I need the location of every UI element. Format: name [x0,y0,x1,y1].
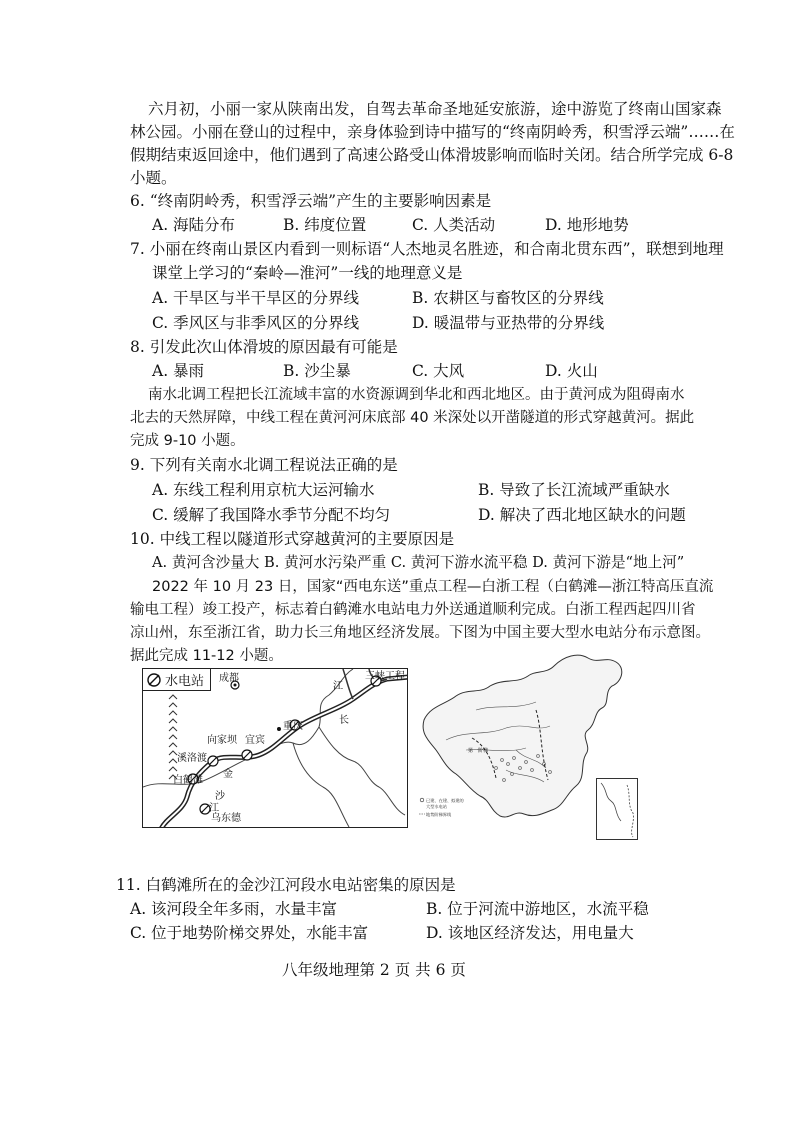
passage-line: 据此完成 11-12 小题。 [130,648,283,664]
label-chengdu: 成都 [219,673,239,684]
question-9-stem: 9. 下列有关南水北调工程说法正确的是 [130,456,398,474]
q6-option-c: C. 人类活动 [412,216,496,234]
q11-option-a: A. 该河段全年多雨，水量丰富 [130,900,338,918]
map-legend [143,669,211,691]
label-chongqing: 重庆 [283,721,303,732]
question-7-stem-cont: 课堂上学习的“秦岭—淮河”一线的地理意义是 [152,264,463,282]
q9-option-c: C. 缓解了我国降水季节分配不均匀 [152,506,391,524]
q6-option-d: D. 地形地势 [545,216,629,234]
legend-text-3: 地势阶梯界线 [426,812,452,817]
passage-line: 凉山州，东至浙江省，助力长三角地区经济发展。下图为中国主要大型水电站分布示意图。 [130,625,710,641]
passage-line: 六月初，小丽一家从陕南出发，自驾去革命圣地延安旅游，途中游览了终南山国家森 [148,100,722,118]
label-jiang: 江 [333,681,343,692]
south-china-sea-inset [596,778,638,840]
label-yibin: 宜宾 [245,735,265,746]
legend-label: 水电站 [165,674,205,689]
label-chang: 长 [339,715,349,726]
q7-option-c: C. 季风区与非季风区的分界线 [152,314,360,332]
passage-line: 完成 9-10 小题。 [130,433,245,449]
label-sha: 沙 [215,791,225,802]
q8-option-b: B. 沙尘暴 [283,362,351,380]
label-jin: 金 [223,769,233,780]
question-11-stem: 11. 白鹤滩所在的金沙江河段水电站密集的原因是 [116,876,456,894]
q11-option-c: C. 位于地势阶梯交界处，水能丰富 [130,924,369,942]
passage-line: 2022 年 10 月 23 日，国家“西电东送”重点工程—白浙工程（白鹤滩—浙江特高压直流 [152,579,714,595]
q10-options: A. 黄河含沙量大 B. 黄河水污染严重 C. 黄河下游水流平稳 D. 黄河下游是“地上河” [152,554,685,571]
label-first-step: 第一阶梯 [468,748,489,754]
passage-line: 小题。 [130,169,177,187]
label-sanxia: 三峡工程 [365,671,405,682]
q9-option-d: D. 解决了西北地区缺水的问题 [478,506,686,524]
passage-line: 北去的天然屏障，中线工程在黄河河床底部 40 米深处以开凿隧道的形式穿越黄河。据此 [130,410,695,426]
q11-option-d: D. 该地区经济发达，用电量大 [426,924,634,942]
label-baihetan: 白鹤滩 [173,775,203,786]
q9-option-a: A. 东线工程利用京杭大运河输水 [152,481,375,499]
label-xiluodu: 溪洛渡 [177,753,207,764]
question-7-stem: 7. 小丽在终南山景区内看到一则标语“人杰地灵名胜迹，和合南北贯东西”，联想到地理 [130,240,724,258]
q7-option-a: A. 干旱区与半干旱区的分界线 [152,289,360,307]
passage-line: 假期结束返回途中，他们遇到了高速公路受山体滑坡影响而临时关闭。结合所学完成 6-8 [130,146,734,164]
inset-drawing [597,779,639,841]
passage-line: 南水北调工程把长江流域丰富的水资源调到华北和西北地区。由于黄河成为阻碍南水 [148,387,685,403]
question-10-stem: 10. 中线工程以隧道形式穿越黄河的主要原因是 [130,530,455,548]
hydropower-station-icon [146,672,162,688]
question-6-stem: 6. “终南阴岭秀，积雪浮云端”产生的主要影响因素是 [130,192,492,210]
hydropower-detail-map [142,668,408,828]
q8-option-c: C. 大风 [412,362,465,380]
label-wudongde: 乌东德 [211,813,241,824]
legend-text-1: 已建、在建、拟建的 [426,798,464,803]
question-8-stem: 8. 引发此次山体滑坡的原因最有可能是 [130,338,398,356]
page-footer: 八年级地理第 2 页 共 6 页 [282,961,466,979]
passage-line: 林公园。小丽在登山的过程中，亲身体验到诗中描写的“终南阴岭秀，积雪浮云端”……在 [130,123,735,141]
passage-line: 输电工程）竣工投产，标志着白鹤滩水电站电力外送通道顺利完成。白浙工程西起四川省 [130,602,696,618]
label-xiangjiaba: 向家坝 [207,735,237,746]
q6-option-a: A. 海陆分布 [152,216,236,234]
legend-text-2: 大型水电站 [426,804,447,809]
q8-option-d: D. 火山 [545,362,598,380]
q6-option-b: B. 纬度位置 [283,216,367,234]
label-jiang2: 江 [209,803,219,814]
q9-option-b: B. 导致了长江流域严重缺水 [478,481,670,499]
q8-option-a: A. 暴雨 [152,362,205,380]
q7-option-b: B. 农耕区与畜牧区的分界线 [412,289,604,307]
q11-option-b: B. 位于河流中游地区，水流平稳 [426,900,649,918]
q7-option-d: D. 暖温带与亚热带的分界线 [412,314,605,332]
